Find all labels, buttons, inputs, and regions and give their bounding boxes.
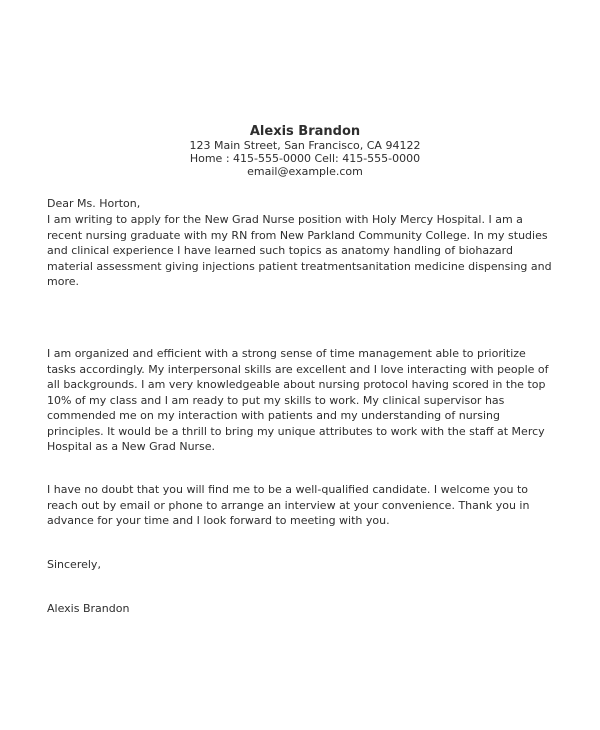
text-line: commended me on my interaction with patients and my understanding of nursing bbox=[47, 409, 500, 422]
sender-phones: Home : 415-555-0000 Cell: 415-555-0000 bbox=[189, 152, 421, 165]
sender-address: 123 Main Street, San Francisco, CA 94122 bbox=[189, 139, 421, 152]
text-line: I am writing to apply for the New Grad Nurse position with Holy Mercy Hospital. I am a bbox=[47, 213, 523, 226]
text-line: Hospital as a New Grad Nurse. bbox=[47, 440, 216, 453]
text-line: and clinical experience I have learned such topics as anatomy handling of biohazard bbox=[47, 244, 513, 257]
text-line: recent nursing graduate with my RN from New Parkland Community College. In my studies bbox=[47, 228, 548, 242]
signature: Alexis Brandon bbox=[47, 602, 130, 615]
sender-name: Alexis Brandon bbox=[249, 124, 361, 139]
closing: Sincerely, bbox=[47, 558, 101, 571]
text-line: tasks accordingly. My interpersonal skills are excellent and I love interacting with people of bbox=[47, 362, 549, 376]
greeting: Dear Ms. Horton, bbox=[47, 197, 141, 210]
text-line: advance for your time and I look forward to meeting with you. bbox=[47, 514, 390, 527]
text-line: principles. It would be a thrill to bring my unique attributes to work with the staff at Mercy bbox=[47, 424, 545, 438]
text-line: 10% of my class and I am ready to put my skills to work. My clinical supervisor has bbox=[47, 393, 505, 407]
text-line: I have no doubt that you will find me to be a well-qualified candidate. I welcome you to bbox=[47, 483, 528, 496]
sender-email: email@example.com bbox=[247, 165, 363, 178]
paragraph-closing bbox=[47, 482, 587, 529]
text-line: material assessment giving injections patient treatmentsanitation medicine dispensing and bbox=[47, 259, 552, 273]
text-line: more. bbox=[47, 275, 79, 288]
text-line: all backgrounds. I am very knowledgeable about nursing protocol having scored in the top bbox=[47, 378, 546, 391]
paragraph-intro bbox=[47, 212, 587, 290]
paragraph-qualities bbox=[47, 346, 587, 455]
text-line: I am organized and efficient with a strong sense of time management able to prioritize bbox=[47, 347, 526, 360]
text-line: reach out by email or phone to arrange an interview at your convenience. Thank you in bbox=[47, 498, 530, 512]
